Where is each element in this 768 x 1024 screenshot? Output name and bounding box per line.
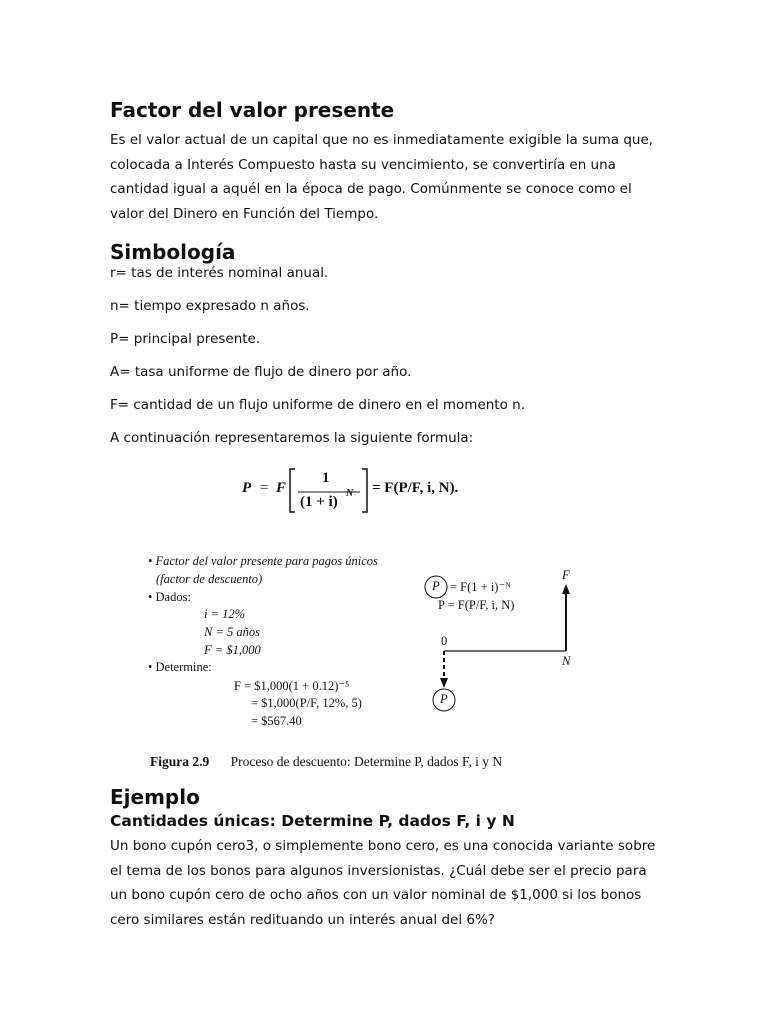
example-title: Ejemplo — [110, 785, 200, 809]
fig-bullet1-line1: • Factor del valor presente para pagos únicos — [148, 554, 378, 568]
formula-numerator: 1 — [322, 470, 330, 486]
caption-text: Proceso de descuento: Determine P, dados F, i y N — [230, 754, 503, 769]
formula-rhs: = F(P/F, i, N). — [372, 480, 459, 496]
symbology-title: Simbología — [110, 240, 236, 264]
symbol-F: F= cantidad de un flujo uniforme de dinero en el momento n. — [110, 397, 525, 413]
fig-bullet3: • Determine: — [148, 660, 212, 674]
section-title-present-value: Factor del valor presente — [110, 98, 395, 122]
example-subtitle: Cantidades únicas: Determine P, dados F, i y N — [110, 812, 515, 830]
formula-intro: A continuación representaremos la siguiente formula: — [110, 430, 474, 446]
formula-lhs: P — [242, 480, 252, 496]
fig-calc2: = $1,000(P/F, 12%, 5) — [251, 696, 362, 710]
fig-calc3: = $567.40 — [251, 714, 302, 728]
formula-brackets — [240, 466, 500, 516]
formula-eq: = — [260, 480, 269, 496]
figure-2-9 — [148, 548, 618, 778]
fig-given-F: F = $1,000 — [204, 643, 261, 657]
fig-eq2: P = F(P/F, i, N) — [438, 598, 515, 612]
symbol-A: A= tasa uniforme de flujo de dinero por año. — [110, 364, 412, 380]
fig-given-N: N = 5 años — [204, 625, 261, 639]
present-value-paragraph: Es el valor actual de un capital que no es inmediatamente exigible la suma que, colocada a Interés Compuesto hasta su vencimiento, se convertiría en una cantidad igual a aquél en la época de pago. Comúnmente se conoce como el valor del Dinero en Función del Tiempo. — [110, 132, 654, 222]
caption-label: Figura 2.9 — [150, 754, 210, 769]
fig-calc1: F = $1,000(1 + 0.12)⁻⁵ — [234, 679, 350, 693]
fig-bullet2: • Dados: — [148, 590, 191, 604]
fig-label-N: N — [562, 654, 571, 668]
fig-circle-P-top: P — [432, 579, 440, 593]
fig-given-i: i = 12% — [204, 607, 246, 621]
cash-flow-diagram — [148, 548, 618, 728]
example-paragraph: Un bono cupón cero3, o simplemente bono cero, es una conocida variante sobre el tema de los bonos para algunos inversionistas. ¿Cuál debe ser el precio para un bono cupón cero de ocho años con un valor nominal de $1,000 si los bonos cero similares están redituando un interés anual del 6%? — [110, 838, 656, 928]
symbol-n: n= tiempo expresado n años. — [110, 298, 310, 314]
fig-label-0: 0 — [441, 634, 448, 648]
fig-bullet1-line2: (factor de descuento) — [156, 572, 263, 586]
formula — [240, 466, 500, 516]
symbol-r: r= tas de interés nominal anual. — [110, 265, 329, 281]
fig-circle-P-bottom: P — [440, 692, 448, 706]
fig-eq1: = F(1 + i)⁻ᴺ — [450, 580, 511, 594]
figure-caption — [150, 754, 502, 770]
formula-exponent: N — [346, 488, 354, 499]
formula-denominator: (1 + i) — [300, 494, 338, 510]
symbol-P: P= principal presente. — [110, 331, 261, 347]
formula-F: F — [276, 480, 287, 496]
fig-label-F: F — [562, 568, 570, 582]
